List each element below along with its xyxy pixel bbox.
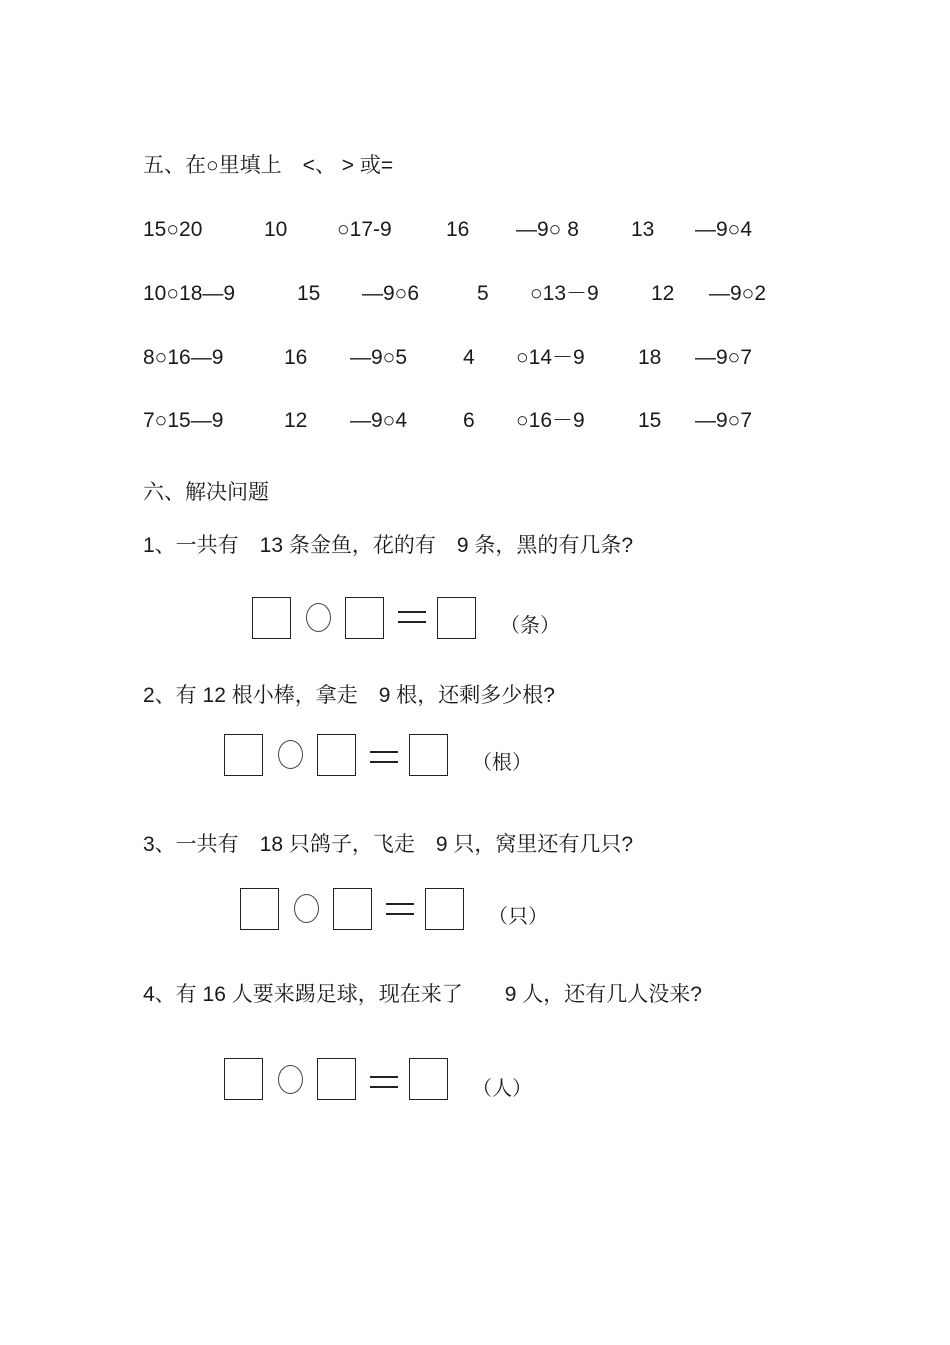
comparison-item: 10○18—9 bbox=[143, 282, 236, 305]
answer-box[interactable] bbox=[409, 1058, 448, 1100]
comparison-item: 15○20 bbox=[143, 218, 203, 241]
comparison-item: —9○7 bbox=[695, 409, 753, 432]
comparison-item: —9○7 bbox=[695, 346, 753, 369]
unit-label: （人） bbox=[472, 1078, 532, 1100]
answer-box[interactable] bbox=[252, 597, 291, 639]
comparison-item: 16 bbox=[284, 346, 308, 369]
unit-label: （根） bbox=[472, 752, 532, 774]
comparison-item: 15 bbox=[297, 282, 321, 305]
section-5-title: 五、在○里填上 <、 > 或= bbox=[143, 154, 394, 177]
comparison-item: 10 bbox=[264, 218, 288, 241]
comparison-item: —9○4 bbox=[695, 218, 753, 241]
comparison-item: 16 bbox=[446, 218, 470, 241]
comparison-item: —9○2 bbox=[709, 282, 767, 305]
comparison-item: 12 bbox=[651, 282, 675, 305]
equals-sign bbox=[370, 751, 398, 763]
comparison-item: ○17-9 bbox=[337, 218, 392, 241]
comparison-item: 6 bbox=[463, 409, 475, 432]
operator-circle[interactable] bbox=[278, 740, 303, 769]
comparison-item: 4 bbox=[463, 346, 475, 369]
comparison-item: ○14－9 bbox=[516, 346, 585, 369]
comparison-item: ○13－9 bbox=[530, 282, 599, 305]
operator-circle[interactable] bbox=[278, 1065, 303, 1094]
answer-box[interactable] bbox=[409, 734, 448, 776]
comparison-item: —9○6 bbox=[362, 282, 420, 305]
section-6-title: 六、解决问题 bbox=[143, 481, 269, 504]
equals-sign bbox=[386, 903, 414, 915]
answer-box[interactable] bbox=[317, 1058, 356, 1100]
comparison-item: —9○4 bbox=[350, 409, 408, 432]
answer-box[interactable] bbox=[333, 888, 372, 930]
answer-box[interactable] bbox=[345, 597, 384, 639]
answer-box[interactable] bbox=[437, 597, 476, 639]
problem-4-text: 4、有 16 人要来踢足球，现在来了 9 人，还有几人没来? bbox=[143, 983, 702, 1006]
answer-box[interactable] bbox=[425, 888, 464, 930]
unit-label: （条） bbox=[500, 615, 560, 637]
equals-sign bbox=[398, 611, 426, 623]
answer-box[interactable] bbox=[224, 734, 263, 776]
comparison-item: 12 bbox=[284, 409, 308, 432]
problem-3-text: 3、一共有 18 只鸽子，飞走 9 只，窝里还有几只? bbox=[143, 833, 634, 856]
comparison-item: 8○16—9 bbox=[143, 346, 224, 369]
comparison-item: 13 bbox=[631, 218, 655, 241]
operator-circle[interactable] bbox=[306, 603, 331, 632]
problem-2-text: 2、有 12 根小棒，拿走 9 根，还剩多少根? bbox=[143, 684, 555, 707]
comparison-item: —9○5 bbox=[350, 346, 408, 369]
unit-label: （只） bbox=[488, 906, 548, 928]
comparison-item: 7○15—9 bbox=[143, 409, 224, 432]
problem-1-text: 1、一共有 13 条金鱼，花的有 9 条，黑的有几条? bbox=[143, 534, 634, 557]
operator-circle[interactable] bbox=[294, 894, 319, 923]
comparison-item: 15 bbox=[638, 409, 662, 432]
comparison-item: ○16－9 bbox=[516, 409, 585, 432]
answer-box[interactable] bbox=[224, 1058, 263, 1100]
equals-sign bbox=[370, 1076, 398, 1088]
answer-box[interactable] bbox=[317, 734, 356, 776]
comparison-item: —9○ 8 bbox=[516, 218, 579, 241]
comparison-item: 18 bbox=[638, 346, 662, 369]
answer-box[interactable] bbox=[240, 888, 279, 930]
comparison-item: 5 bbox=[477, 282, 489, 305]
